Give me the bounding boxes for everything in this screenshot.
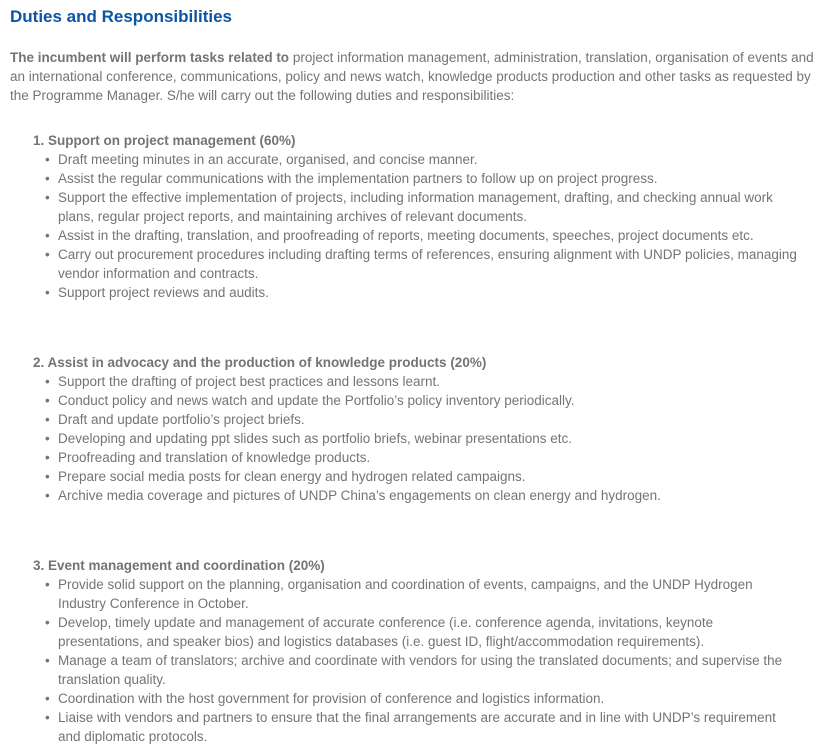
duty-item: • Proofreading and translation of knowledge products. bbox=[45, 448, 800, 467]
duty-list bbox=[10, 575, 800, 746]
duty-item: • Liaise with vendors and partners to ensure that the final arrangements are accurate and in line with UNDP’s requirement and diplomatic protocols. bbox=[45, 708, 800, 746]
page-title: Duties and Responsibilities bbox=[10, 7, 232, 26]
duty-item: • Assist the regular communications with the implementation partners to follow up on project progress. bbox=[45, 169, 800, 188]
duty-list bbox=[10, 372, 800, 505]
duty-item: • Draft meeting minutes in an accurate, organised, and concise manner. bbox=[45, 150, 800, 169]
duty-item: • Assist in the drafting, translation, and proofreading of reports, meeting documents, speeches, project documents etc. bbox=[45, 226, 800, 245]
section-heading: 2. Assist in advocacy and the production of knowledge products (20%) bbox=[33, 355, 487, 370]
intro-lead-bold: The incumbent will perform tasks related to bbox=[10, 50, 290, 65]
duty-item: • Conduct policy and news watch and update the Portfolio’s policy inventory periodically. bbox=[45, 391, 800, 410]
duty-item: • Archive media coverage and pictures of UNDP China’s engagements on clean energy and hydrogen. bbox=[45, 486, 800, 505]
duty-list bbox=[10, 150, 800, 302]
intro-paragraph bbox=[10, 48, 822, 105]
duty-item: • Provide solid support on the planning, organisation and coordination of events, campaigns, and the UNDP Hydrogen Industry Conference in October. bbox=[45, 575, 800, 613]
duty-item: • Developing and updating ppt slides such as portfolio briefs, webinar presentations etc. bbox=[45, 429, 800, 448]
intro-text: project information management, administration, translation, organisation of events and an international conference, communications, policy and news watch, knowledge products production and other tasks as requested by the Programme Manager. S/he will carry out the following duties and responsibilities: bbox=[10, 50, 814, 103]
duty-item: • Coordination with the host government for provision of conference and logistics information. bbox=[45, 689, 800, 708]
duty-item: • Draft and update portfolio’s project briefs. bbox=[45, 410, 800, 429]
section-project-management bbox=[10, 131, 822, 302]
duty-item: • Support project reviews and audits. bbox=[45, 283, 800, 302]
duty-item: • Support the drafting of project best practices and lessons learnt. bbox=[45, 372, 800, 391]
duty-item: • Prepare social media posts for clean energy and hydrogen related campaigns. bbox=[45, 467, 800, 486]
section-heading: 3. Event management and coordination (20%) bbox=[33, 558, 325, 573]
section-event-management bbox=[10, 556, 822, 746]
section-heading: 1. Support on project management (60%) bbox=[33, 133, 296, 148]
section-advocacy-knowledge-products bbox=[10, 353, 822, 505]
duty-item: • Carry out procurement procedures including drafting terms of references, ensuring alignment with UNDP policies, managing vendor information and contracts. bbox=[45, 245, 800, 283]
duty-item: • Support the effective implementation of projects, including information management, drafting, and checking annual work plans, regular project reports, and maintaining archives of relevant documents. bbox=[45, 188, 800, 226]
duty-item: • Develop, timely update and management of accurate conference (i.e. conference agenda, invitations, keynote presentations, and speaker bios) and logistics databases (i.e. guest ID, flight/accommodation requirements). bbox=[45, 613, 800, 651]
duty-item: • Manage a team of translators; archive and coordinate with vendors for using the translated documents; and supervise the translation quality. bbox=[45, 651, 800, 689]
